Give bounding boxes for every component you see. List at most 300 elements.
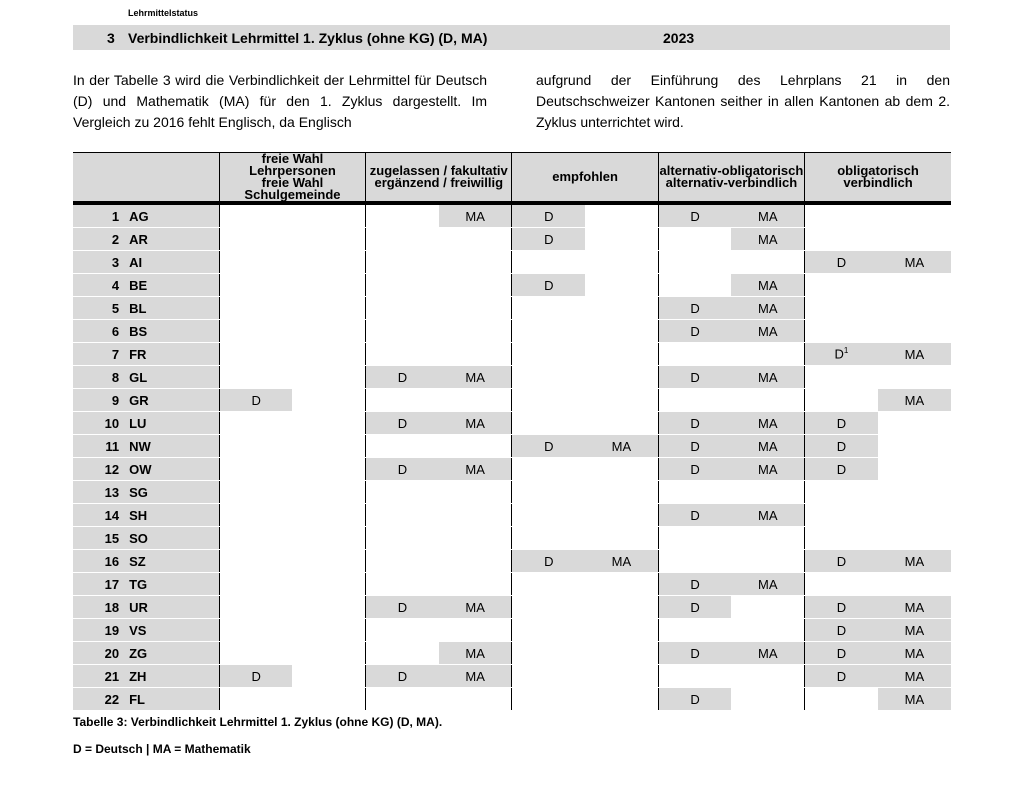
canton-code: SG [123, 481, 219, 504]
table-cell [658, 274, 731, 297]
column-header-line1: alternativ-obligatorisch [659, 163, 804, 178]
table-cell [585, 458, 658, 481]
canton-code: BE [123, 274, 219, 297]
table-cell [585, 203, 658, 228]
table-cell: MA [878, 665, 951, 688]
table-cell [292, 297, 365, 320]
table-cell [512, 251, 585, 274]
table-row [73, 274, 951, 297]
table-cell [292, 274, 365, 297]
table-cell [439, 320, 512, 343]
table-cell [219, 228, 292, 251]
table-cell: D [805, 458, 878, 481]
table-cell [439, 504, 512, 527]
table-cell: D [805, 251, 878, 274]
canton-code: SZ [123, 550, 219, 573]
table-cell [658, 389, 731, 412]
table-cell [512, 527, 585, 550]
column-header-line1: obligatorisch [837, 163, 919, 178]
table-cell: MA [731, 458, 804, 481]
table-cell [658, 481, 731, 504]
table-cell [585, 481, 658, 504]
row-number: 9 [73, 389, 123, 412]
table-cell [219, 203, 292, 228]
table-cell [219, 688, 292, 711]
table-cell [878, 573, 951, 596]
table-cell: D [805, 596, 878, 619]
table-cell [292, 366, 365, 389]
intro-paragraph-left: In der Tabelle 3 wird die Verbindlichkeit der Lehrmittel für Deutsch (D) und Mathematik (MA) für den 1. Zyklus dargestellt. Im Vergleich zu 2016 fehlt Englisch, da Englisch [73, 72, 487, 130]
table-cell [439, 481, 512, 504]
row-number: 11 [73, 435, 123, 458]
table-cell: MA [878, 343, 951, 366]
table-cell [585, 504, 658, 527]
table-cell [219, 412, 292, 435]
table-cell [439, 527, 512, 550]
table-cell [658, 550, 731, 573]
table-cell: MA [731, 573, 804, 596]
canton-code: SH [123, 504, 219, 527]
table-cell [512, 412, 585, 435]
row-number: 18 [73, 596, 123, 619]
table-cell [292, 343, 365, 366]
table-cell [366, 435, 439, 458]
table-cell: D [658, 573, 731, 596]
table-cell [439, 573, 512, 596]
table-cell [805, 688, 878, 711]
table-cell [219, 619, 292, 642]
table-cell [658, 228, 731, 251]
table-cell [439, 343, 512, 366]
table-cell [731, 389, 804, 412]
section-year: 2023 [663, 30, 695, 46]
table-cell: MA [731, 274, 804, 297]
table-cell [219, 596, 292, 619]
table-cell [585, 251, 658, 274]
footnote-marker: 1 [843, 346, 849, 356]
table-cell: D [366, 596, 439, 619]
table-cell: MA [731, 435, 804, 458]
table-row [73, 251, 951, 274]
table-cell: D [805, 435, 878, 458]
table-cell [512, 297, 585, 320]
table-cell [805, 481, 878, 504]
column-header [512, 153, 658, 204]
canton-code: NW [123, 435, 219, 458]
table-row [73, 596, 951, 619]
table-cell [585, 412, 658, 435]
table-legend: D = Deutsch | MA = Mathematik [73, 742, 251, 756]
row-number: 7 [73, 343, 123, 366]
table-cell: D [366, 458, 439, 481]
table-cell [366, 274, 439, 297]
table-cell [366, 642, 439, 665]
table-cell: MA [731, 412, 804, 435]
column-header-line2: verbindlich [843, 175, 913, 190]
table-cell: MA [439, 596, 512, 619]
table-cell [731, 688, 804, 711]
table-cell [366, 504, 439, 527]
column-header-line1: empfohlen [552, 169, 618, 184]
table-cell [366, 573, 439, 596]
canton-code: OW [123, 458, 219, 481]
table-cell: D [512, 550, 585, 573]
table-cell [878, 412, 951, 435]
table-row [73, 320, 951, 343]
row-number: 8 [73, 366, 123, 389]
table-cell [439, 550, 512, 573]
table-cell [439, 688, 512, 711]
table-cell [292, 320, 365, 343]
table-row [73, 481, 951, 504]
table-cell: MA [878, 251, 951, 274]
canton-code: GR [123, 389, 219, 412]
table-cell [219, 435, 292, 458]
table-cell: D [658, 435, 731, 458]
table-cell [585, 274, 658, 297]
table-cell: MA [878, 596, 951, 619]
column-header [805, 153, 951, 204]
table-cell [585, 527, 658, 550]
table-cell: $D^1$ [805, 343, 878, 366]
table-cell [512, 389, 585, 412]
table-cell [292, 481, 365, 504]
table-cell [292, 203, 365, 228]
column-header-line2: freie Wahl Schulgemeinde [244, 175, 341, 202]
table-cell [219, 320, 292, 343]
table-cell [292, 665, 365, 688]
table-cell [439, 297, 512, 320]
table-cell [366, 688, 439, 711]
table-cell: D [658, 688, 731, 711]
table-cell [805, 389, 878, 412]
table-cell [658, 251, 731, 274]
table-cell [292, 688, 365, 711]
table-row [73, 573, 951, 596]
table-row [73, 366, 951, 389]
canton-code: VS [123, 619, 219, 642]
table-cell [512, 481, 585, 504]
table-cell [585, 642, 658, 665]
table-cell [439, 274, 512, 297]
table-cell: MA [878, 619, 951, 642]
table-cell: D [658, 320, 731, 343]
table-cell [878, 435, 951, 458]
table-cell [366, 251, 439, 274]
table-cell [585, 665, 658, 688]
table-cell [512, 458, 585, 481]
table-cell [219, 251, 292, 274]
table-cell: D [219, 389, 292, 412]
canton-code: UR [123, 596, 219, 619]
table-cell [878, 504, 951, 527]
row-number: 1 [73, 203, 123, 228]
column-header-line1: freie Wahl Lehrpersonen [249, 151, 336, 178]
table-cell [292, 389, 365, 412]
table-cell: MA [585, 550, 658, 573]
table-caption: Tabelle 3: Verbindlichkeit Lehrmittel 1. Zyklus (ohne KG) (D, MA). [73, 715, 443, 729]
table-cell [366, 297, 439, 320]
table-cell: D [658, 596, 731, 619]
table-cell [512, 665, 585, 688]
table-row [73, 435, 951, 458]
table-cell [219, 550, 292, 573]
table-row [73, 412, 951, 435]
table-cell [805, 274, 878, 297]
table-row [73, 527, 951, 550]
table-cell [878, 366, 951, 389]
table-cell: D [658, 366, 731, 389]
table-cell [512, 504, 585, 527]
canton-code: ZG [123, 642, 219, 665]
column-header-line2: alternativ-verbindlich [665, 175, 798, 190]
table-cell [805, 297, 878, 320]
table-cell: MA [439, 203, 512, 228]
table-cell: D [658, 642, 731, 665]
table-cell: MA [439, 412, 512, 435]
canton-code: AI [123, 251, 219, 274]
table-cell [805, 228, 878, 251]
header-corner-cell [73, 153, 219, 204]
table-cell [512, 619, 585, 642]
table-cell: D [805, 665, 878, 688]
section-title: Verbindlichkeit Lehrmittel 1. Zyklus (ohne KG) (D, MA) [128, 30, 488, 46]
table-cell: D [658, 412, 731, 435]
section-title-bar [73, 25, 950, 50]
table-cell [512, 320, 585, 343]
table-cell [731, 527, 804, 550]
table-cell: MA [731, 203, 804, 228]
row-number: 13 [73, 481, 123, 504]
row-number: 5 [73, 297, 123, 320]
table-cell [292, 527, 365, 550]
table-cell [219, 573, 292, 596]
canton-code: FR [123, 343, 219, 366]
table-cell: MA [878, 550, 951, 573]
table-cell [219, 642, 292, 665]
table-cell [219, 504, 292, 527]
table-cell [512, 573, 585, 596]
table-cell: D [512, 228, 585, 251]
table-cell [366, 619, 439, 642]
row-number: 16 [73, 550, 123, 573]
table-cell [366, 343, 439, 366]
table-row [73, 504, 951, 527]
table-cell: MA [731, 320, 804, 343]
table-cell [366, 527, 439, 550]
row-number: 14 [73, 504, 123, 527]
table-row [73, 297, 951, 320]
table-cell [219, 527, 292, 550]
table-cell: D [219, 665, 292, 688]
table-cell [805, 320, 878, 343]
table-cell [292, 573, 365, 596]
table-cell [219, 343, 292, 366]
table-cell [658, 527, 731, 550]
table-cell [878, 527, 951, 550]
table-cell: MA [878, 389, 951, 412]
table-cell [585, 573, 658, 596]
table-cell [585, 619, 658, 642]
table-cell [512, 343, 585, 366]
canton-code: FL [123, 688, 219, 711]
table-row [73, 458, 951, 481]
row-number: 17 [73, 573, 123, 596]
table-cell [658, 619, 731, 642]
table-cell [585, 320, 658, 343]
table-cell: D [658, 504, 731, 527]
table-cell [366, 203, 439, 228]
column-header-line1: zugelassen / fakultativ [369, 163, 508, 178]
table-cell: D [512, 274, 585, 297]
table-cell [585, 343, 658, 366]
row-number: 3 [73, 251, 123, 274]
table-cell [292, 596, 365, 619]
column-header [366, 153, 512, 204]
canton-code: GL [123, 366, 219, 389]
table-cell [878, 320, 951, 343]
row-number: 19 [73, 619, 123, 642]
table-cell [366, 228, 439, 251]
table-cell: D [366, 412, 439, 435]
table-cell: MA [585, 435, 658, 458]
table-cell [878, 481, 951, 504]
table-cell [805, 203, 878, 228]
table-cell [366, 320, 439, 343]
table-cell [292, 619, 365, 642]
table-cell: MA [878, 688, 951, 711]
row-number: 15 [73, 527, 123, 550]
table-cell [805, 527, 878, 550]
table-cell [805, 504, 878, 527]
table-cell: D [658, 203, 731, 228]
table-cell: MA [439, 642, 512, 665]
table-cell: D [512, 203, 585, 228]
table-cell [805, 573, 878, 596]
table-cell: D [805, 619, 878, 642]
table-cell [439, 619, 512, 642]
table-cell: D [366, 366, 439, 389]
table-cell: MA [439, 366, 512, 389]
canton-code: SO [123, 527, 219, 550]
row-number: 4 [73, 274, 123, 297]
table-row [73, 203, 951, 228]
table-cell [805, 366, 878, 389]
table-cell [878, 203, 951, 228]
intro-paragraph-right: aufgrund der Einführung des Lehrplans 21 in den Deutschschweizer Kantonen seither in allen Kantonen ab dem 2. Zyklus unterrichtet wird. [536, 72, 950, 130]
table-cell [439, 251, 512, 274]
table-row [73, 688, 951, 711]
table-cell: D [658, 458, 731, 481]
row-number: 20 [73, 642, 123, 665]
table-cell [219, 297, 292, 320]
table-row [73, 228, 951, 251]
table-cell: MA [439, 458, 512, 481]
table-cell [292, 504, 365, 527]
table-row [73, 642, 951, 665]
document-section-label: Lehrmittelstatus [128, 8, 199, 18]
table-cell [878, 458, 951, 481]
table-cell: D [805, 550, 878, 573]
section-number: 3 [107, 30, 115, 46]
table-cell [292, 550, 365, 573]
table-cell [219, 274, 292, 297]
table-cell [585, 228, 658, 251]
table-cell: MA [731, 297, 804, 320]
table-cell [439, 435, 512, 458]
bindingness-table [73, 152, 951, 711]
table-cell [878, 228, 951, 251]
table-cell [219, 458, 292, 481]
canton-code: ZH [123, 665, 219, 688]
table-cell: MA [439, 665, 512, 688]
table-cell [585, 596, 658, 619]
table-cell [731, 596, 804, 619]
column-header [658, 153, 804, 204]
table-cell [219, 366, 292, 389]
row-number: 21 [73, 665, 123, 688]
row-number: 12 [73, 458, 123, 481]
column-header-line2: ergänzend / freiwillig [374, 175, 504, 190]
table-cell [731, 481, 804, 504]
table-cell [512, 596, 585, 619]
table-cell [366, 389, 439, 412]
table-cell: D [805, 642, 878, 665]
canton-code: TG [123, 573, 219, 596]
row-number: 2 [73, 228, 123, 251]
table-cell [439, 389, 512, 412]
table-cell [585, 297, 658, 320]
canton-code: BS [123, 320, 219, 343]
table-cell [585, 389, 658, 412]
row-number: 22 [73, 688, 123, 711]
table-cell [585, 366, 658, 389]
table-cell [292, 412, 365, 435]
table-cell: MA [731, 504, 804, 527]
table-cell [439, 228, 512, 251]
table-row [73, 619, 951, 642]
table-cell [292, 458, 365, 481]
table-cell: MA [731, 366, 804, 389]
canton-code: AG [123, 203, 219, 228]
table-cell [512, 642, 585, 665]
table-cell [292, 251, 365, 274]
table-cell: D [805, 412, 878, 435]
table-cell: D [512, 435, 585, 458]
row-number: 10 [73, 412, 123, 435]
table-cell [512, 688, 585, 711]
table-cell: MA [731, 642, 804, 665]
table-cell [731, 343, 804, 366]
table-cell [658, 665, 731, 688]
table-cell [731, 550, 804, 573]
table-cell [878, 274, 951, 297]
table-cell [658, 343, 731, 366]
table-cell [731, 251, 804, 274]
table-cell: D [658, 297, 731, 320]
table-row [73, 665, 951, 688]
canton-code: AR [123, 228, 219, 251]
canton-code: BL [123, 297, 219, 320]
table-cell [366, 550, 439, 573]
table-row [73, 389, 951, 412]
table-row [73, 550, 951, 573]
table-cell [878, 297, 951, 320]
table-cell: MA [731, 228, 804, 251]
table-row [73, 343, 951, 366]
table-cell [292, 642, 365, 665]
table-cell: MA [878, 642, 951, 665]
